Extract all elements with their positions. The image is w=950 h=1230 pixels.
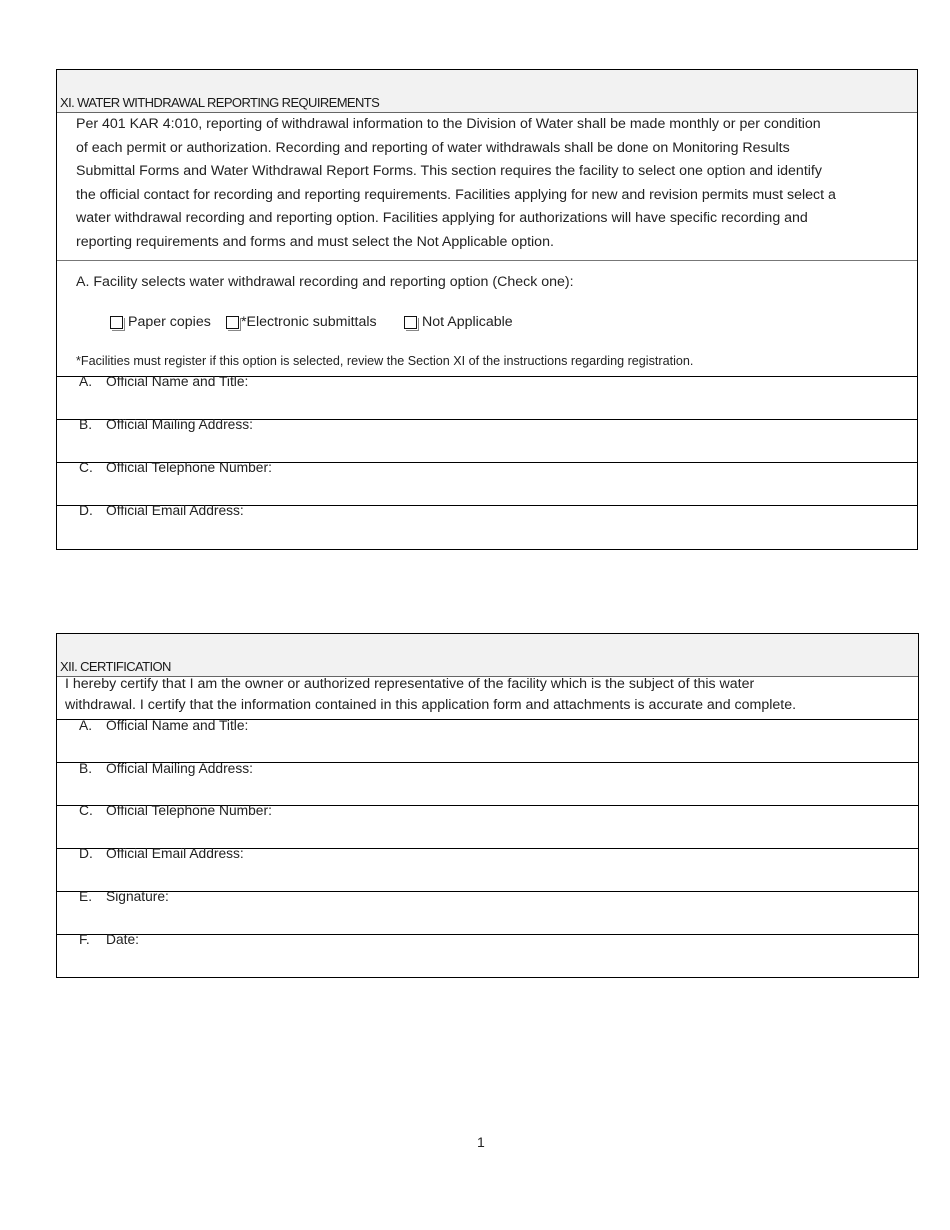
cert-official-telephone-field[interactable]: C. Official Telephone Number: bbox=[79, 803, 272, 818]
intro-line: water withdrawal recording and reporting option. Facilities applying for authorizations will have specific recording and bbox=[76, 210, 808, 227]
cert-official-email-field[interactable]: D. Official Email Address: bbox=[79, 846, 244, 861]
statement-line: I hereby certify that I am the owner or authorized representative of the facility which is the subject of this water bbox=[65, 676, 755, 692]
cert-official-name-field[interactable]: A. Official Name and Title: bbox=[79, 718, 249, 733]
electronic-submittals-label: *Electronic submittals bbox=[241, 314, 377, 330]
official-name-field[interactable]: A. Official Name and Title: bbox=[79, 374, 249, 389]
intro-line: Per 401 KAR 4:010, reporting of withdrawal information to the Division of Water shall be made monthly or per condition bbox=[76, 116, 821, 132]
intro-line: Submittal Forms and Water Withdrawal Report Forms. This section requires the facility to select one option and identify bbox=[76, 163, 822, 180]
statement-line: withdrawal. I certify that the information contained in this application form and attachments is accurate and complete. bbox=[65, 697, 797, 713]
divider bbox=[57, 260, 917, 261]
official-mailing-address-field[interactable]: B. Official Mailing Address: bbox=[79, 417, 253, 432]
section-xi-title: XI. WATER WITHDRAWAL REPORTING REQUIREMENTS bbox=[60, 95, 380, 110]
paper-copies-label: Paper copies bbox=[128, 314, 211, 330]
section-xii-box bbox=[56, 633, 919, 978]
official-email-field[interactable]: D. Official Email Address: bbox=[79, 503, 244, 518]
section-xi-header bbox=[57, 70, 917, 113]
electronic-submittals-checkbox[interactable] bbox=[226, 316, 239, 329]
option-question: A. Facility selects water withdrawal recording and reporting option (Check one): bbox=[76, 274, 574, 290]
official-telephone-field[interactable]: C. Official Telephone Number: bbox=[79, 460, 272, 475]
date-field[interactable]: F. Date: bbox=[79, 932, 139, 947]
not-applicable-checkbox[interactable] bbox=[404, 316, 417, 329]
intro-line: reporting requirements and forms and must select the Not Applicable option. bbox=[76, 234, 554, 250]
section-xii-header bbox=[57, 634, 918, 677]
cert-official-mailing-address-field[interactable]: B. Official Mailing Address: bbox=[79, 761, 253, 776]
divider bbox=[57, 891, 918, 892]
not-applicable-label: Not Applicable bbox=[422, 314, 513, 330]
signature-field[interactable]: E. Signature: bbox=[79, 889, 169, 904]
page-number: 1 bbox=[477, 1134, 485, 1150]
registration-footnote: *Facilities must register if this option is selected, review the Section XI of the instructions regarding registration. bbox=[76, 354, 694, 368]
divider bbox=[57, 934, 918, 935]
paper-copies-checkbox[interactable] bbox=[110, 316, 123, 329]
intro-line: of each permit or authorization. Recording and reporting of water withdrawals shall be done on Monitoring Results bbox=[76, 139, 790, 156]
section-xii-title: XII. CERTIFICATION bbox=[60, 659, 171, 674]
intro-line: the official contact for recording and reporting requirements. Facilities applying for new and revision permits must select a bbox=[76, 186, 836, 203]
section-xi-box bbox=[56, 69, 918, 550]
